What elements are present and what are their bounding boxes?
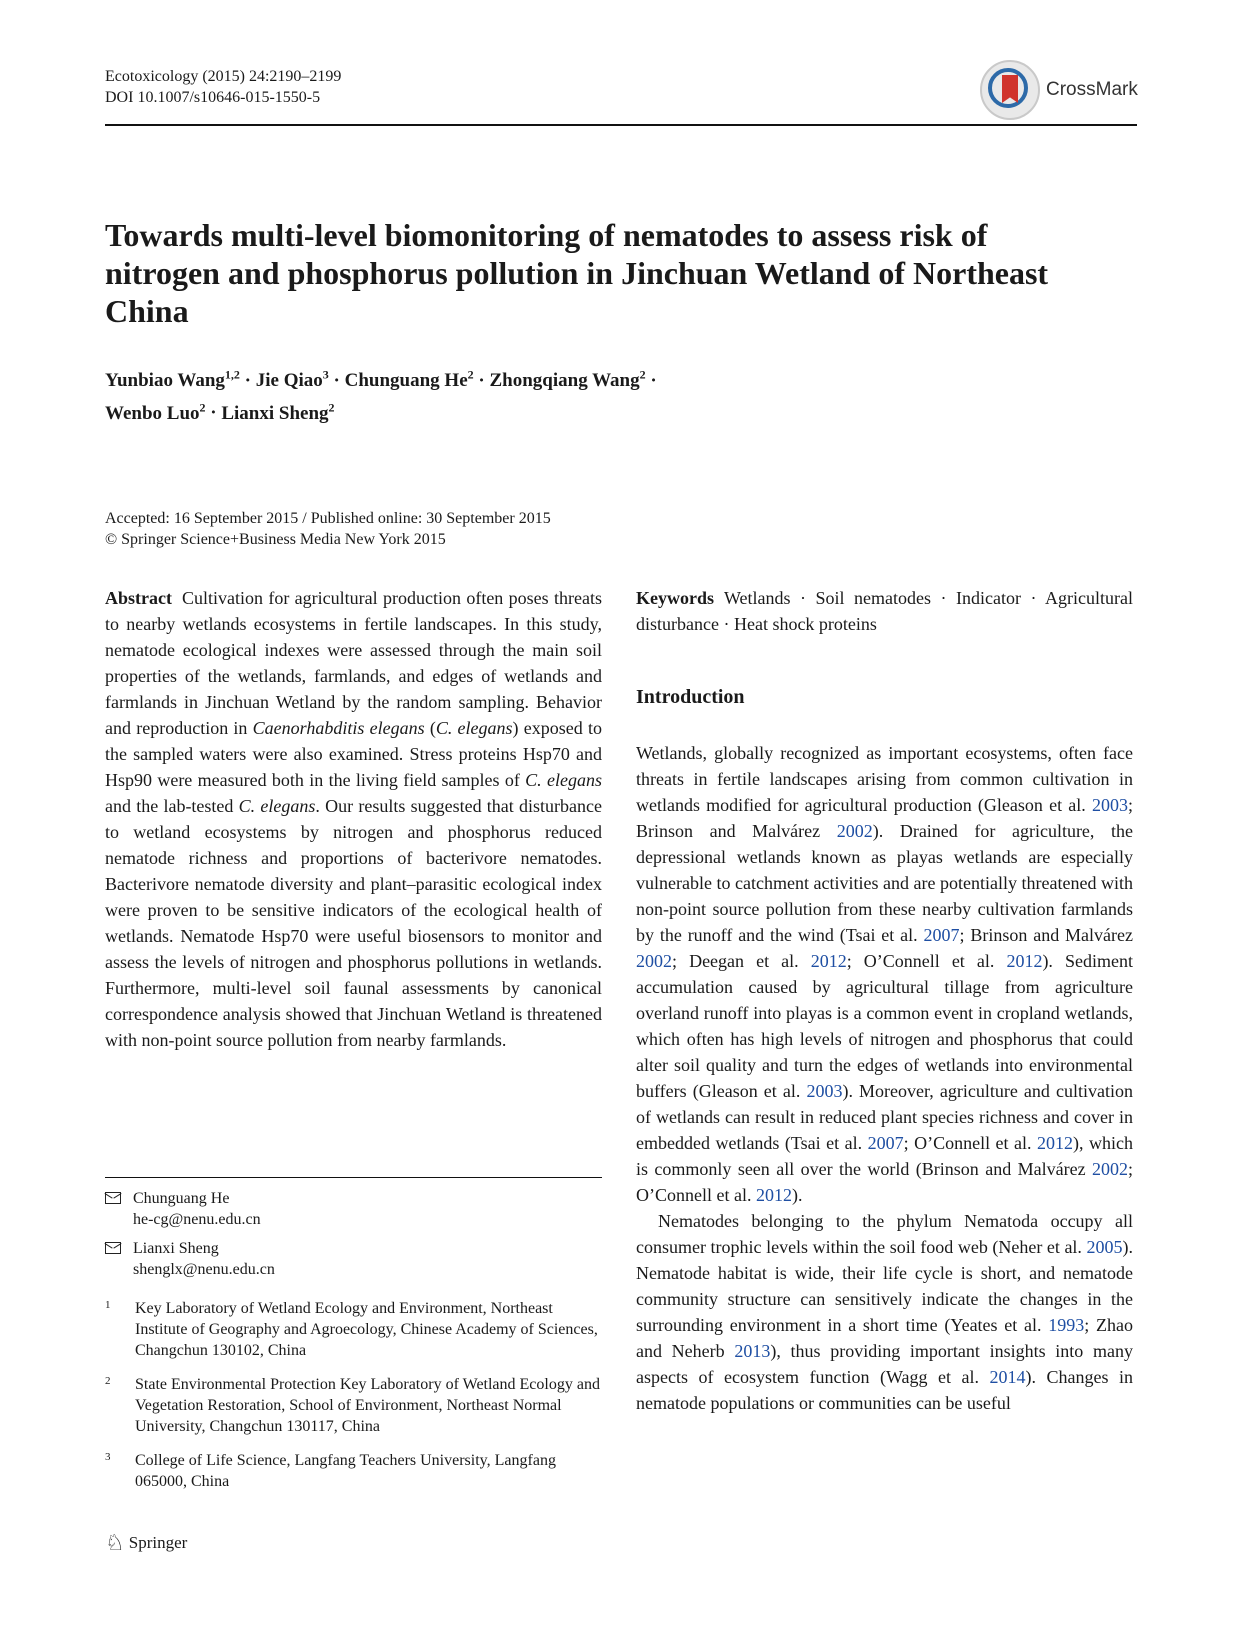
publisher-footer: [105, 1530, 187, 1556]
crossmark-icon: [980, 60, 1040, 120]
accepted-published: Accepted: 16 September 2015 / Published online: 30 September 2015: [105, 510, 551, 527]
publisher-name: Springer: [128, 1533, 188, 1552]
author[interactable]: Jie Qiao$^3$: [255, 368, 329, 392]
citation-link[interactable]: 2012: [755, 1185, 792, 1205]
citation-link[interactable]: 2002: [836, 821, 873, 841]
citation-link[interactable]: 2007: [923, 925, 960, 945]
paper-title: Towards multi-level biomonitoring of nematodes to assess risk of nitrogen and phosphorus pollution in Jinchuan Wetland of Northeast China: [105, 217, 1049, 329]
keywords-label: Keywords: [636, 588, 714, 608]
corresponding-email[interactable]: he-cg@nenu.edu.cn: [133, 1211, 261, 1228]
author[interactable]: Yunbiao Wang$^{1,2}$: [105, 368, 240, 392]
corresponding-name: Chunguang He: [133, 1190, 230, 1207]
corresponding-author: [105, 1238, 275, 1280]
corresponding-name: Lianxi Sheng: [133, 1240, 219, 1257]
keywords-list: Wetlands · Soil nematodes · Indicator · Agricultural disturbance · Heat shock proteins: [636, 588, 1133, 634]
author[interactable]: Lianxi Sheng$^2$: [221, 400, 335, 424]
citation-link[interactable]: 2012: [1037, 1133, 1074, 1153]
section-heading-introduction: Introduction: [636, 686, 745, 708]
author[interactable]: Zhongqiang Wang$^2$: [489, 368, 646, 392]
introduction-body: [636, 740, 1133, 1416]
corresponding-author: [105, 1188, 261, 1230]
affiliation: 1 Key Laboratory of Wetland Ecology and Environment, Northeast Institute of Geography and Agroecology, Chinese Academy of Sciences, Changchun 130102, China: [105, 1299, 598, 1359]
citation-link[interactable]: 2013: [734, 1341, 771, 1361]
author[interactable]: Chunguang He$^2$: [344, 368, 474, 392]
envelope-icon: [105, 1192, 121, 1204]
journal-citation: Ecotoxicology (2015) 24:2190–2199: [105, 68, 342, 85]
citation-link[interactable]: 2002: [636, 951, 672, 971]
springer-horse-icon: ♘: [105, 1530, 125, 1555]
citation-link[interactable]: 2003: [1091, 795, 1128, 815]
introduction-paragraph: Nematodes belonging to the phylum Nematoda occupy all consumer trophic levels within the soil food web (Neher et al. 2005). Nematode habitat is wide, their life cycle is short, and nematode community structure can sensitively indicate the changes in the surrounding environment in a short time (Yeates et al. 1993; Zhao and Neherb 2013), thus providing important insights into many aspects of ecosystem function (Wagg et al. 2014). Changes in nematode populations or communities can be useful: [636, 1211, 1133, 1413]
copyright: © Springer Science+Business Media New York 2015: [105, 531, 446, 548]
citation-link[interactable]: 2007: [867, 1133, 904, 1153]
abstract: Abstract Cultivation for agricultural production often poses threats to nearby wetlands ecosystems in fertile landscapes. In this study, nematode ecological indexes were assessed through the main soil properties of the wetlands, farmlands, and edges of wetlands and farmlands in Jinchuan Wetland by the random sampling. Behavior and reproduction in Caenorhabditis elegans (C. elegans) exposed to the sampled waters were also examined. Stress proteins Hsp70 and Hsp90 were measured both in the living field samples of C. elegans and the lab-tested C. elegans. Our results suggested that disturbance to wetland ecosystems by nitrogen and phosphorus reduced nematode richness and proportions of bacterivore nematodes. Bacterivore nematode diversity and plant–parasitic ecological index were proven to be sensitive indicators of the ecological health of wetlands. Nematode Hsp70 were useful biosensors to monitor and assess the levels of nitrogen and phosphorus pollutions in wetlands. Furthermore, multi-level soil faunal assessments by canonical correspondence analysis showed that Jinchuan Wetland is threatened with non-point source pollution from nearby farmlands.: [105, 588, 602, 1050]
citation-link[interactable]: 2005: [1086, 1237, 1123, 1257]
introduction-paragraph: Wetlands, globally recognized as important ecosystems, often face threats in fertile landscapes arising from common cultivation in wetlands modified for agricultural production (Gleason et al. 2003; Brinson and Malvárez 2002). Drained for agriculture, the depressional wetlands known as playas wetlands are especially vulnerable to catchment activities and are potentially threatened with non-point source pollution from these nearby cultivation farmlands by the runoff and the wind (Tsai et al. 2007; Brinson and Malvárez 2002; Deegan et al. 2012; O’Connell et al. 2012). Sediment accumulation caused by agricultural tillage from agriculture overland runoff into playas is a common event in cropland wetlands, which often has high levels of nitrogen and phosphorus that could alter soil quality and turn the edges of wetlands into environmental buffers (Gleason et al. 2003). Moreover, agriculture and cultivation of wetlands can result in reduced plant species richness and cover in embedded wetlands (Tsai et al. 2007; O’Connell et al. 2012), which is commonly seen all over the world (Brinson and Malvárez 2002; O’Connell et al. 2012).: [636, 743, 1134, 1205]
header-rule: [105, 124, 1137, 126]
author-list: Yunbiao Wang$^{1,2}$ · Jie Qiao$^3$ · Chunguang $He^2$ · Zhongqiang Wang$^2$ · Wenbo Luo$^2$ · Lianxi Sheng$^2$: [105, 368, 657, 424]
corresponding-email[interactable]: shenglx@nenu.edu.cn: [133, 1261, 275, 1278]
citation-link[interactable]: 2012: [1006, 951, 1043, 971]
citation-link[interactable]: 2014: [989, 1367, 1026, 1387]
keywords: [636, 585, 1133, 637]
crossmark-badge[interactable]: [980, 60, 1138, 120]
citation-link[interactable]: 1993: [1048, 1315, 1085, 1335]
citation-link[interactable]: 2003: [806, 1081, 843, 1101]
abstract-label: Abstract: [105, 588, 172, 608]
publication-dates: [105, 508, 551, 550]
envelope-icon: [105, 1242, 121, 1254]
citation-link[interactable]: 2012: [810, 951, 847, 971]
doi[interactable]: DOI 10.1007/s10646-015-1550-5: [105, 89, 321, 106]
author[interactable]: Wenbo Luo$^2$: [105, 400, 206, 424]
crossmark-label: CrossMark: [1046, 79, 1138, 100]
journal-header: [105, 66, 341, 108]
affiliation: 3 College of Life Science, Langfang Teachers University, Langfang 065000, China: [105, 1451, 556, 1490]
affiliation: 2 State Environmental Protection Key Laboratory of Wetland Ecology and Vegetation Restoration, School of Environment, Northeast Normal University, Changchun 130117, China: [105, 1375, 600, 1435]
citation-link[interactable]: 2002: [1091, 1159, 1128, 1179]
footnote-rule: [105, 1177, 602, 1178]
